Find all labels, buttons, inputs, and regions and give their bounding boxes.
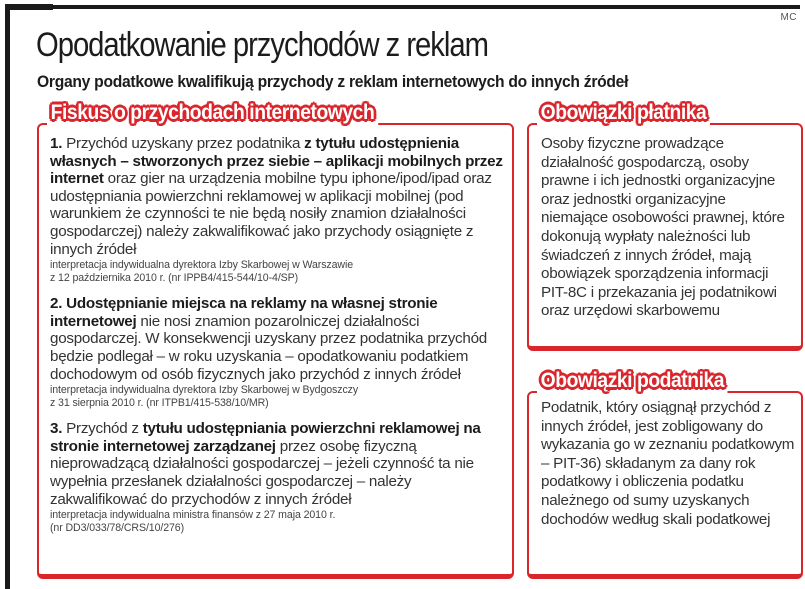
author-credit: MC <box>780 12 797 23</box>
payer-obligations-box <box>527 101 803 351</box>
ruling-segment-bold: z tytułu udostępnienia własnych – stworzonych przez siebie – aplikacji mobilnych przez internet <box>50 135 503 188</box>
top-frame-rule <box>5 5 800 9</box>
left-frame-rule <box>5 5 10 589</box>
ruling-text <box>50 420 504 508</box>
ruling-number: 3. <box>50 420 63 438</box>
citation-line: interpretacja indywidualna ministra finansów z 27 maja 2010 r. <box>50 509 336 522</box>
ruling-text <box>50 135 504 258</box>
payer-obligations-label: Obowiązki płatnika <box>537 101 710 125</box>
ruling-segment: oraz gier na urządzenia mobilne typu iphone/ipod/ipad oraz udostępniania powierzchni reklamowej w aplikacji mobilnej (pod warunkiem że czynności te nie będą nosiły znamion działalności gospodarczej) należy zakwalifikować jako przychody osiągnięte z innych źródeł <box>50 170 492 258</box>
ruling-citation <box>50 509 504 535</box>
ruling-segment-bold: tytułu udostępniania powierzchni reklamowej na stronie internetowej zarządzanej <box>50 420 481 455</box>
fiskus-box-label: Fiskus o przychodach internetowych <box>47 101 378 125</box>
citation-line: z 31 sierpnia 2010 r. (nr ITPB1/415-538/10/MR) <box>50 397 269 410</box>
ruling-citation <box>50 384 504 410</box>
taxpayer-obligations-box <box>527 369 803 579</box>
taxpayer-obligations-text: Podatnik, który osiągnął przychód z innych źródeł, jest zobligowany do wykazania go w zeznaniu podatkowym – PIT-36) składanym za dany rok podatkowy i obliczenia podatku należnego od sumy uzyskanych dochodów według skali podatkowej <box>541 399 795 528</box>
ruling-segment: Przychód z <box>62 420 143 438</box>
ruling-segment: przez osobę fizyczną nieprowadzącą działalności gospodarczej – jeżeli czynność ta nie wypełnia przesłanek działalności gospodarczej – należy zakwalifikować do przychodów z innych źródeł <box>50 437 474 508</box>
ruling-item-1 <box>50 135 504 285</box>
ruling-number: 1. <box>50 135 63 152</box>
ruling-item-2 <box>50 295 504 410</box>
ruling-number: 2. <box>50 295 63 313</box>
page-subtitle: Organy podatkowe kwalifikują przychody z reklam internetowych do innych źródeł <box>37 72 629 91</box>
citation-line: interpretacja indywidualna dyrektora Izby Skarbowej w Warszawie <box>50 259 354 272</box>
ruling-item-3 <box>50 420 504 535</box>
ruling-segment: Przychód uzyskany przez podatnika <box>62 135 305 152</box>
citation-line: (nr DD3/033/78/CRS/10/276) <box>50 522 185 535</box>
top-frame-corner <box>5 4 53 10</box>
fiskus-box-content <box>50 135 504 535</box>
ruling-segment-bold: Udostępnianie miejsca na reklamy na własnej stronie internetowej <box>50 295 438 330</box>
payer-obligations-text: Osoby fizyczne prowadzące działalność gospodarczą, osoby prawne i ich jednostki organizacyjne oraz jednostki organizacyjne niemające osobowości prawnej, które dokonują wypłaty należności lub świadczeń z innych źródeł, mają obowiązek sporządzenia informacji PIT-8C i przekazania jej podatnikowi oraz urzędowi skarbowemu <box>541 135 785 320</box>
ruling-segment: nie nosi znamion pozarolniczej działalności gospodarczej. W konsekwencji uzyskany przez podatnika przychód będzie podlegał – w roku uzyskania – opodatkowaniu podatkiem dochodowym od osób fizycznych jako przychód z innych źródeł <box>50 312 487 383</box>
page-title: Opodatkowanie przychodów z reklam <box>36 26 488 64</box>
ruling-text <box>50 295 504 383</box>
fiskus-box <box>37 101 514 579</box>
citation-line: z 12 października 2010 r. (nr IPPB4/415-544/10-4/SP) <box>50 272 299 285</box>
taxpayer-obligations-label: Obowiązki podatnika <box>537 369 728 393</box>
ruling-citation <box>50 259 504 285</box>
citation-line: interpretacja indywidualna dyrektora Izby Skarbowej w Bydgoszczy <box>50 384 359 397</box>
